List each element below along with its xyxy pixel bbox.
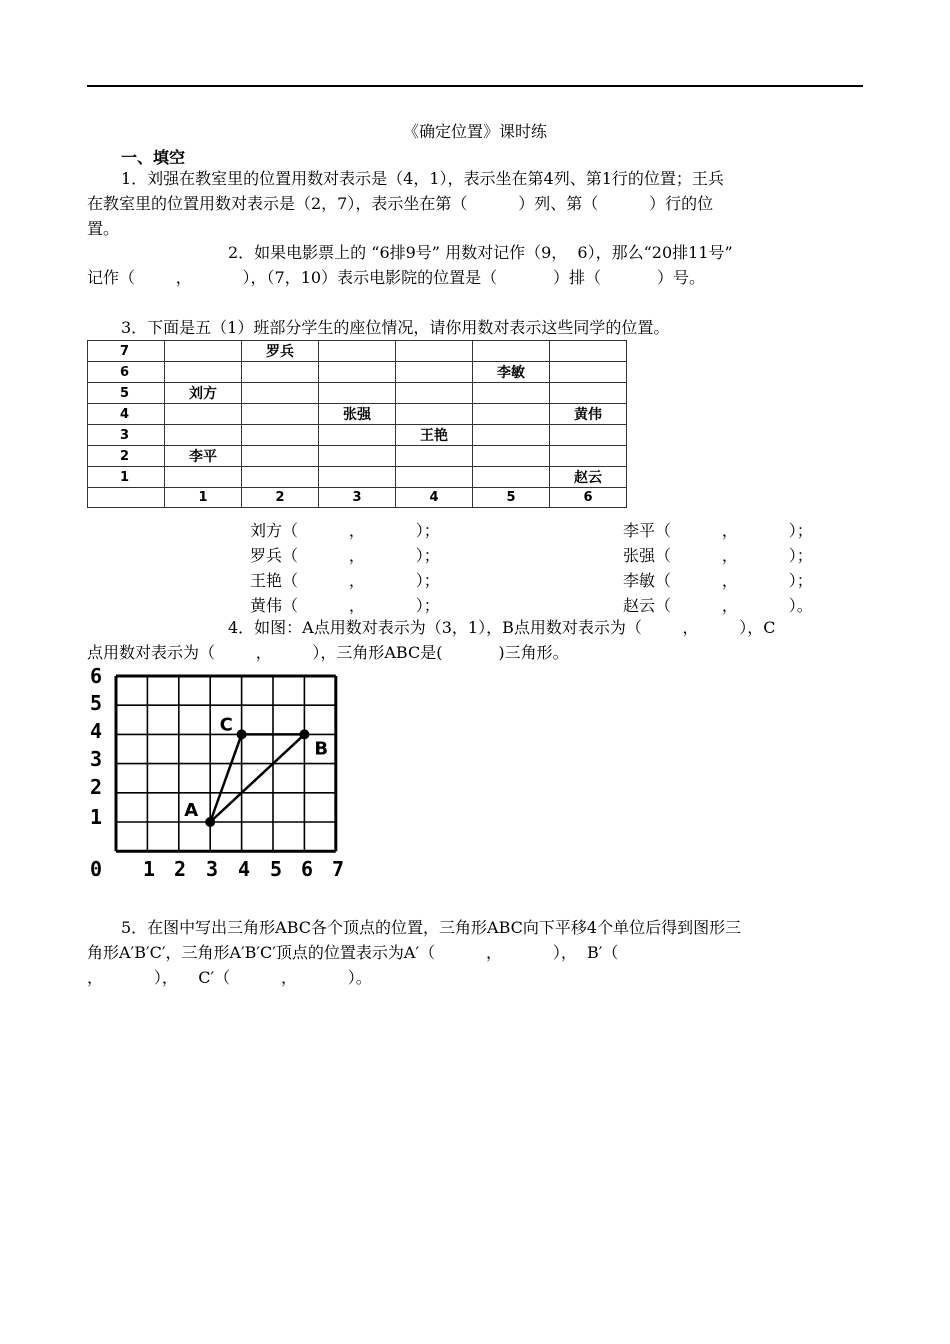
table-row: [88, 404, 627, 425]
seat-cell: [165, 362, 242, 383]
q1-line3: 置。: [87, 219, 120, 238]
row-label: 2: [88, 446, 165, 467]
y-label: 2: [90, 775, 103, 799]
point-label-b: B: [314, 738, 329, 760]
table-row: [88, 425, 627, 446]
seat-cell: [550, 425, 627, 446]
row-label: 1: [88, 467, 165, 488]
seat-cell: [396, 341, 473, 362]
q5-line1: 5．在图中写出三角形ABC各个顶点的位置，三角形ABC向下平移4个单位后得到图形三: [121, 918, 742, 937]
answer-luobing: 罗兵（ ， ）；: [250, 546, 440, 565]
answer-liufang: 刘方（ ， ）；: [250, 521, 440, 540]
answer-zhangqiang: 张强（ ， ）；: [623, 546, 813, 565]
seat-cell: [165, 404, 242, 425]
seat-cell: [396, 383, 473, 404]
y-label: 5: [90, 691, 103, 715]
seat-cell: [550, 362, 627, 383]
answer-huangwei: 黄伟（ ， ）；: [250, 596, 440, 615]
seat-cell: 王艳: [396, 425, 473, 446]
triangle-side: [210, 734, 304, 822]
seat-cell: [396, 446, 473, 467]
table-row: [88, 488, 627, 508]
seat-cell: [242, 425, 319, 446]
row-label: 6: [88, 362, 165, 383]
answer-liping: 李平（ ， ）；: [623, 521, 813, 540]
row-label: 7: [88, 341, 165, 362]
seat-cell: [242, 362, 319, 383]
y-label: 3: [90, 747, 103, 771]
seat-cell: [319, 383, 396, 404]
seat-cell: [242, 383, 319, 404]
triangle-abc: [184, 714, 328, 827]
x-label: 1: [143, 857, 156, 881]
seat-cell: 张强: [319, 404, 396, 425]
seat-cell: 赵云: [550, 467, 627, 488]
top-rule: [87, 85, 863, 87]
seat-cell: [165, 467, 242, 488]
seat-cell: [473, 383, 550, 404]
x-label: 6: [301, 857, 314, 881]
seat-cell: [550, 383, 627, 404]
q1-line1: 1．刘强在教室里的位置用数对表示是（4，1），表示坐在第4列、第1行的位置；王兵: [121, 169, 724, 188]
answer-wangyan: 王艳（ ， ）；: [250, 571, 440, 590]
column-label: 4: [396, 488, 473, 508]
y-label: 4: [90, 719, 103, 743]
seat-cell: 黄伟: [550, 404, 627, 425]
section-heading: 一、填空: [121, 148, 186, 167]
seat-cell: [165, 425, 242, 446]
table-row: [88, 383, 627, 404]
y-axis-labels: [90, 664, 102, 829]
column-label: 1: [165, 488, 242, 508]
seat-cell: 刘方: [165, 383, 242, 404]
seat-cell: [473, 446, 550, 467]
seat-cell: [319, 341, 396, 362]
q2-line2: 记作（ ， ），（7，10）表示电影院的位置是（ ）排（ ）号。: [87, 268, 705, 287]
column-label: 6: [550, 488, 627, 508]
seat-cell: [319, 467, 396, 488]
seat-cell: [242, 467, 319, 488]
table-row: [88, 446, 627, 467]
seat-cell: [319, 362, 396, 383]
corner-cell: [88, 488, 165, 508]
x-axis-labels: [90, 857, 344, 881]
x-label: 2: [174, 857, 187, 881]
row-label: 5: [88, 383, 165, 404]
row-label: 4: [88, 404, 165, 425]
seat-cell: [473, 341, 550, 362]
x-label: 4: [238, 857, 251, 881]
q3-text: 3．下面是五（1）班部分学生的座位情况，请你用数对表示这些同学的位置。: [121, 318, 670, 337]
point-a: [205, 817, 215, 827]
table-row: [88, 341, 627, 362]
coordinate-grid: [86, 664, 356, 884]
row-label: 3: [88, 425, 165, 446]
answer-limin: 李敏（ ， ）；: [623, 571, 813, 590]
q4-line1: 4．如图：A点用数对表示为（3，1），B点用数对表示为（ ， ），C: [228, 618, 776, 637]
table-row: [88, 467, 627, 488]
seat-cell: [165, 341, 242, 362]
seat-cell: 李敏: [473, 362, 550, 383]
point-c: [237, 729, 247, 739]
column-label: 5: [473, 488, 550, 508]
point-label-a: A: [184, 800, 199, 821]
x-label: 0: [90, 857, 103, 881]
y-label: 6: [90, 664, 103, 688]
seat-cell: 罗兵: [242, 341, 319, 362]
q1-line2: 在教室里的位置用数对表示是（2，7），表示坐在第（ ）列、第（ ）行的位: [87, 194, 714, 213]
seat-cell: [473, 467, 550, 488]
q5-line3: ， ）， C′（ ， ）。: [87, 968, 372, 987]
column-label: 2: [242, 488, 319, 508]
seat-cell: [319, 425, 396, 446]
x-label: 7: [332, 857, 345, 881]
page-title: 《确定位置》课时练: [402, 122, 547, 141]
seat-cell: [396, 404, 473, 425]
seat-cell: [473, 404, 550, 425]
q4-line2: 点用数对表示为（ ， ），三角形ABC是( )三角形。: [87, 643, 569, 662]
x-label: 5: [270, 857, 283, 881]
column-label: 3: [319, 488, 396, 508]
q5-line2: 角形A′B′C′，三角形A′B′C′顶点的位置表示为A′（ ， ）， B′（: [87, 943, 619, 962]
point-b: [299, 729, 309, 739]
answer-zhaoyun: 赵云（ ， ）。: [623, 596, 813, 615]
seat-cell: [550, 446, 627, 467]
grid-lines: [116, 676, 336, 851]
point-label-c: C: [219, 714, 233, 736]
seat-cell: [242, 446, 319, 467]
seat-cell: [550, 341, 627, 362]
seat-cell: [396, 467, 473, 488]
table-row: [88, 362, 627, 383]
seat-table: [87, 340, 627, 508]
seat-cell: [396, 362, 473, 383]
seat-cell: [473, 425, 550, 446]
y-label: 1: [90, 805, 103, 829]
seat-cell: [319, 446, 396, 467]
seat-cell: [242, 404, 319, 425]
q2-line1: 2．如果电影票上的 “6排9号” 用数对记作（9， 6），那么“20排11号”: [228, 243, 733, 262]
x-label: 3: [206, 857, 219, 881]
seat-cell: 李平: [165, 446, 242, 467]
